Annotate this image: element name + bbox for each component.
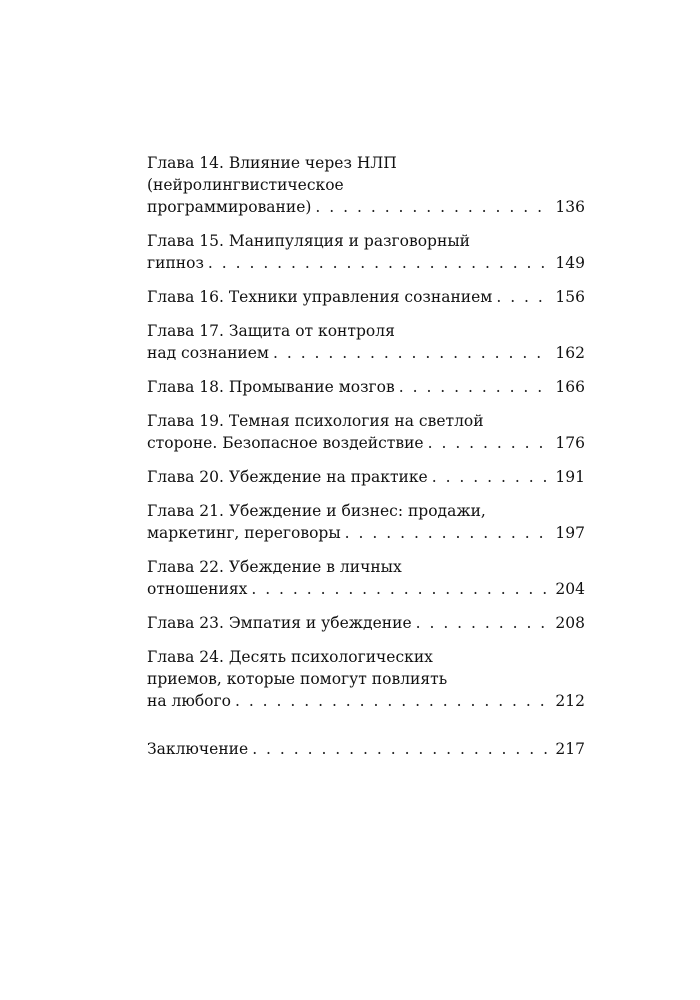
dot-leader (315, 196, 551, 218)
toc-entry-last-line (147, 612, 585, 634)
toc-entry[interactable] (147, 500, 585, 544)
toc-entry-last-line (147, 466, 585, 488)
toc-entry[interactable] (147, 286, 585, 308)
toc-entry-title-line: Заключение (147, 740, 249, 758)
toc-page-number: 217 (555, 740, 585, 758)
dot-leader (251, 578, 551, 600)
toc-entry[interactable] (147, 646, 585, 712)
toc-page-number: 197 (555, 524, 585, 542)
toc-entry-title-line: Глава 23. Эмпатия и убеждение (147, 614, 412, 632)
toc-page-number: 166 (555, 378, 585, 396)
toc-page-number: 208 (555, 614, 585, 632)
toc-entry-last-line (147, 286, 585, 308)
toc-page-number: 136 (555, 198, 585, 216)
dot-leader (208, 252, 552, 274)
dot-leader (399, 376, 552, 398)
toc-entry-title-line: Глава 19. Темная психология на светлой (147, 412, 484, 430)
toc-entry-title-line: Глава 17. Защита от контроля (147, 322, 395, 340)
table-of-contents (147, 152, 585, 772)
toc-page-number: 191 (555, 468, 585, 486)
toc-entry-last-line (147, 690, 585, 712)
dot-leader (496, 286, 551, 308)
toc-entry-last-line (147, 342, 585, 364)
toc-entry-last-line (147, 252, 585, 274)
toc-page-number: 162 (555, 344, 585, 362)
toc-entry-title-line: Глава 16. Техники управления сознанием (147, 288, 493, 306)
toc-entry-last-line (147, 578, 585, 600)
toc-entry-last-line (147, 196, 585, 218)
toc-entry[interactable] (147, 466, 585, 488)
toc-entry-title-line: на любого (147, 692, 231, 710)
toc-page-number: 204 (555, 580, 585, 598)
dot-leader (432, 466, 552, 488)
toc-entry-title-line: Глава 15. Манипуляция и разговорный (147, 232, 470, 250)
dot-leader (428, 432, 552, 454)
dot-leader (252, 738, 551, 760)
dot-leader (416, 612, 552, 634)
toc-entry[interactable] (147, 320, 585, 364)
toc-page-number: 156 (555, 288, 585, 306)
toc-page-number: 149 (555, 254, 585, 272)
dot-leader (235, 690, 551, 712)
toc-entry-title-line: приемов, которые помогут повлиять (147, 670, 448, 688)
toc-entry-title-line: отношениях (147, 580, 248, 598)
toc-entry-title-line: гипноз (147, 254, 204, 272)
toc-entry-title-line: стороне. Безопасное воздействие (147, 434, 424, 452)
toc-entry-title-line: Глава 24. Десять психологических (147, 648, 433, 666)
toc-entry-title-line: Глава 20. Убеждение на практике (147, 468, 428, 486)
toc-entry-last-line (147, 738, 585, 760)
toc-entry-last-line (147, 376, 585, 398)
toc-page-number: 176 (555, 434, 585, 452)
dot-leader (345, 522, 552, 544)
toc-entry-title-line: Глава 14. Влияние через НЛП (147, 154, 397, 172)
toc-entry[interactable] (147, 556, 585, 600)
toc-page-number: 212 (555, 692, 585, 710)
toc-entry-last-line (147, 432, 585, 454)
toc-entry[interactable] (147, 230, 585, 274)
toc-entry-title-line: Глава 22. Убеждение в личных (147, 558, 402, 576)
toc-entry-title-line: Глава 18. Промывание мозгов (147, 378, 395, 396)
toc-entry-title-line: над сознанием (147, 344, 269, 362)
toc-entry[interactable] (147, 612, 585, 634)
toc-entry-title-line: маркетинг, переговоры (147, 524, 341, 542)
toc-entry-title-line: Глава 21. Убеждение и бизнес: продажи, (147, 502, 486, 520)
toc-entry-last-line (147, 522, 585, 544)
toc-entry[interactable] (147, 376, 585, 398)
toc-entry[interactable] (147, 152, 585, 218)
dot-leader (273, 342, 551, 364)
toc-entry-title-line: программирование) (147, 198, 312, 216)
toc-entry[interactable] (147, 410, 585, 454)
toc-entry-conclusion[interactable] (147, 738, 585, 760)
toc-entry-title-line: (нейролингвистическое (147, 176, 344, 194)
